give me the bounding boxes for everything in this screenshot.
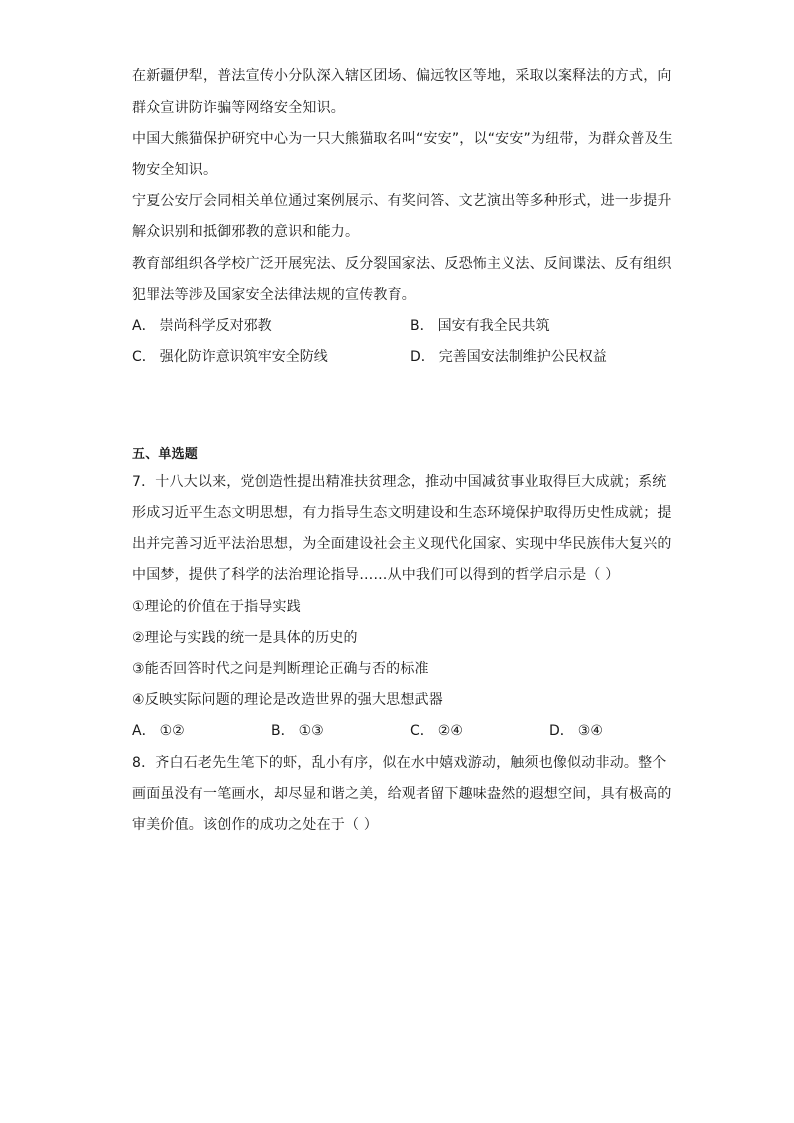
q6-text-line: 教育部组织各学校广泛开展宪法、反分裂国家法、反恐怖主义法、反间谍法、反有组织 <box>132 256 672 272</box>
q6-option-d <box>410 347 607 367</box>
q7-text-line: 出并完善习近平法治思想，为全面建设社会主义现代化国家、实现中华民族伟大复兴的 <box>132 536 672 552</box>
q7-option-c <box>410 721 463 741</box>
option-label: A． <box>132 723 156 739</box>
q7-text-line: 7．十八大以来，党创造性提出精准扶贫理念，推动中国减贫事业取得巨大成就；系统 <box>132 474 667 490</box>
q8-text-line: 8．齐白石老先生笔下的虾，乱小有序，似在水中嬉戏游动，触须也像似动非动。整个 <box>132 755 667 771</box>
option-label: B． <box>271 723 295 739</box>
option-text: 强化防诈意识筑牢安全防线 <box>159 349 328 365</box>
q7-text-line: 中国梦，提供了科学的法治理论指导……从中我们可以得到的哲学启示是（ ） <box>132 567 620 583</box>
q7-option-d <box>549 721 603 741</box>
section-heading: 五、单选题 <box>132 447 199 462</box>
q6-text-line: 群众宣讲防诈骗等网络安全知识。 <box>132 100 345 116</box>
option-label: D． <box>410 349 435 365</box>
option-text: 完善国安法制维护公民权益 <box>438 349 607 365</box>
q6-text-line: 解众识别和抵御邪教的意识和能力。 <box>132 224 360 240</box>
q7-option-b <box>271 721 324 741</box>
q7-option-a <box>132 721 185 741</box>
q6-text-line: 犯罪法等涉及国家安全法律法规的宣传教育。 <box>132 287 416 303</box>
q6-text-line: 中国大熊猫保护研究中心为一只大熊猫取名叫“安安”，以“安安”为纽带，为群众普及生 <box>132 131 674 147</box>
q7-statement: ②理论与实践的统一是具体的历史的 <box>132 630 358 646</box>
option-label: B． <box>410 318 434 334</box>
option-label: C． <box>132 349 156 365</box>
q7-statement: ④反映实际问题的理论是改造世界的强大思想武器 <box>132 692 443 708</box>
q7-statement: ①理论的价值在于指导实践 <box>132 599 301 615</box>
option-text: ①② <box>159 723 185 739</box>
q6-option-a <box>132 316 272 336</box>
option-text: ①③ <box>298 723 324 739</box>
q6-text-line: 宁夏公安厅会同相关单位通过案例展示、有奖问答、文艺演出等多种形式，进一步提升 <box>132 193 672 209</box>
option-label: C． <box>410 723 434 739</box>
q6-option-b <box>410 316 550 336</box>
option-text: ②④ <box>437 723 463 739</box>
option-text: 国安有我全民共筑 <box>437 318 550 334</box>
option-text: 崇尚科学反对邪教 <box>159 318 272 334</box>
q7-text-line: 形成习近平生态文明思想，有力指导生态文明建设和生态环境保护取得历史性成就；提 <box>132 505 672 521</box>
option-label: D． <box>549 723 574 739</box>
q6-text-line: 在新疆伊犁，普法宣传小分队深入辖区团场、偏远牧区等地，采取以案释法的方式，向 <box>132 68 672 84</box>
option-text: ③④ <box>577 723 603 739</box>
option-label: A． <box>132 318 156 334</box>
q8-text-line: 审美价值。该创作的成功之处在于（ ） <box>132 817 379 833</box>
q6-text-line: 物安全知识。 <box>132 162 218 178</box>
q7-statement: ③能否回答时代之问是判断理论正确与否的标准 <box>132 661 429 677</box>
q8-text-line: 画面虽没有一笔画水，却尽显和谐之美，给观者留下趣味盎然的遐想空间，具有极高的 <box>132 786 672 802</box>
q6-option-c <box>132 347 328 367</box>
